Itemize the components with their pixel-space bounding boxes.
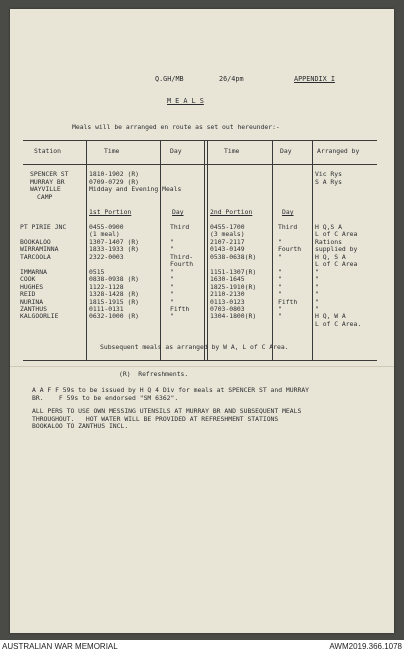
table-top-border bbox=[23, 140, 377, 141]
station-cell: NURINA bbox=[20, 297, 44, 306]
column-header-time: Time bbox=[104, 147, 120, 155]
arranged-by-cell: supplied by bbox=[315, 245, 358, 254]
table-row bbox=[10, 284, 394, 291]
first-day-cell: " bbox=[170, 267, 174, 276]
first-time-cell: 0632-1000 (R) bbox=[89, 312, 140, 321]
second-time-cell: 1151-1307(R) bbox=[210, 267, 257, 276]
second-time-cell: 0143-0149 bbox=[210, 245, 245, 254]
second-time-cell: 1630-1645 bbox=[210, 275, 245, 284]
second-day-cell: " bbox=[278, 282, 282, 291]
first-day-cell: " bbox=[170, 275, 174, 284]
second-time-cell: 0455-1700 bbox=[210, 223, 245, 231]
first-time-cell: 1833-1933 (R) bbox=[89, 245, 140, 254]
document-time: 26/4pm bbox=[219, 75, 244, 83]
refreshments-legend: (R) Refreshments. bbox=[119, 370, 189, 378]
second-day-cell: Third bbox=[278, 223, 298, 231]
second-day-cell: " bbox=[278, 304, 282, 313]
document-title: M E A L S bbox=[167, 97, 204, 105]
second-time-cell: 2107-2117 bbox=[210, 237, 245, 246]
first-day-cell: Third- bbox=[170, 252, 194, 261]
table-header-border bbox=[23, 164, 377, 165]
first-time-cell: (1 meal) bbox=[89, 230, 120, 239]
station-cell: CAMP bbox=[37, 192, 53, 201]
time-cell: 0709-0729 (R) bbox=[89, 177, 140, 186]
arranged-cell: S A Rys bbox=[315, 177, 342, 186]
arranged-by-cell: " bbox=[315, 267, 319, 276]
first-time-cell: 1328-1428 (R) bbox=[89, 290, 140, 299]
first-time-cell: 0515 bbox=[89, 267, 105, 276]
second-time-cell: (3 meals) bbox=[210, 230, 245, 239]
second-portion-label: 2nd Portion bbox=[210, 208, 253, 216]
second-day-cell: Fifth bbox=[278, 297, 298, 306]
station-cell: WIRRAMINNA bbox=[20, 245, 59, 254]
station-cell: SPENCER ST bbox=[30, 170, 69, 178]
note-line: BOOKALOO TO ZANTHUS INCL. bbox=[32, 422, 129, 430]
second-time-cell: 0538-0638(R) bbox=[210, 252, 257, 261]
station-cell: TARCOOLA bbox=[20, 252, 51, 261]
second-portion-day-label: Day bbox=[282, 208, 294, 216]
arranged-cell: Vic Rys bbox=[315, 170, 342, 178]
arranged-by-cell: L of C Area bbox=[315, 260, 358, 269]
first-day-cell: Fifth bbox=[170, 304, 190, 313]
first-time-cell: 2322-0003 bbox=[89, 252, 124, 261]
second-day-cell: " bbox=[278, 237, 282, 246]
arranged-by-cell: L of C Area. bbox=[315, 319, 362, 328]
document-ref: Q.GH/MB bbox=[155, 75, 184, 83]
column-header-day: Day bbox=[170, 147, 182, 155]
note-line: A A F F 59s to be issued by H Q 4 Div for meals at SPENCER ST and MURRAY bbox=[32, 386, 310, 394]
station-cell: REID bbox=[20, 290, 36, 299]
second-time-cell: 1825-1910(R) bbox=[210, 282, 257, 291]
second-time-cell: 0113-0123 bbox=[210, 297, 245, 306]
second-day-cell: " bbox=[278, 252, 282, 261]
station-cell: WAYVILLE bbox=[30, 185, 61, 193]
footer-catalogue-number: AWM2019.366.1078 bbox=[329, 642, 402, 651]
first-day-cell: " bbox=[170, 290, 174, 299]
table-row bbox=[10, 321, 394, 328]
arranged-by-cell: " bbox=[315, 275, 319, 284]
note-line: BR. F 59s to be endorsed "SM 6362". bbox=[32, 393, 179, 402]
table-row bbox=[10, 269, 394, 276]
document-page bbox=[10, 9, 394, 633]
first-time-cell: 0111-0131 bbox=[89, 304, 124, 313]
subsequent-note: Subsequent meals as arranged by W A, L of C Area. bbox=[100, 343, 289, 351]
paper-fold bbox=[10, 366, 394, 367]
arranged-by-cell: " bbox=[315, 290, 319, 299]
first-day-cell: " bbox=[170, 282, 174, 291]
station-cell: BOOKALOO bbox=[20, 237, 51, 246]
table-bottom-border bbox=[23, 360, 377, 361]
column-header-time: Time bbox=[224, 147, 240, 155]
column-header-arranged-by: Arranged by bbox=[317, 147, 360, 155]
first-day-cell: Third bbox=[170, 223, 190, 231]
second-time-cell: 2110-2130 bbox=[210, 290, 245, 299]
time-cell: Midday and Evening Meals bbox=[89, 185, 182, 193]
archive-footer bbox=[0, 640, 404, 653]
first-time-cell: 1815-1915 (R) bbox=[89, 297, 140, 306]
intro-text: Meals will be arranged en route as set out hereunder:- bbox=[72, 123, 280, 131]
table-row bbox=[10, 261, 394, 268]
first-time-cell: 1122-1128 bbox=[89, 282, 124, 291]
arranged-by-cell: " bbox=[315, 297, 319, 306]
second-day-cell: Fourth bbox=[278, 245, 302, 254]
note-line: THROUGHOUT. HOT WATER WILL BE PROVIDED AT REFRESHMENT STATIONS bbox=[32, 414, 279, 423]
first-day-cell: " bbox=[170, 237, 174, 246]
first-day-cell: " bbox=[170, 312, 174, 321]
first-day-cell: " bbox=[170, 245, 174, 254]
table-row bbox=[10, 276, 394, 283]
first-portion-label: 1st Portion bbox=[89, 208, 132, 216]
first-portion-day-label: Day bbox=[172, 208, 184, 216]
station-cell: HUGHES bbox=[20, 282, 44, 291]
first-time-cell: 0838-0938 (R) bbox=[89, 275, 140, 284]
arranged-by-cell: " bbox=[315, 282, 319, 291]
station-cell: MURRAY BR bbox=[30, 177, 65, 186]
note-line: ALL PERS TO USE OWN MESSING UTENSILS AT MURRAY BR AND SUBSEQUENT MEALS bbox=[32, 407, 302, 415]
column-header-station: Station bbox=[34, 147, 61, 155]
time-cell: 1810-1902 (R) bbox=[89, 170, 140, 178]
table-row bbox=[10, 299, 394, 306]
arranged-by-cell: " bbox=[315, 304, 319, 313]
second-time-cell: 1304-1800(R) bbox=[210, 312, 257, 321]
second-time-cell: 0703-0803 bbox=[210, 304, 245, 313]
first-day-cell: " bbox=[170, 297, 174, 306]
table-row bbox=[10, 291, 394, 298]
station-cell: COOK bbox=[20, 275, 36, 284]
station-cell: ZANTHUS bbox=[20, 304, 47, 313]
station-cell: IMMARNA bbox=[20, 267, 47, 276]
arranged-by-cell: H Q, W A bbox=[315, 312, 346, 321]
first-time-cell: 1307-1407 (R) bbox=[89, 237, 140, 246]
second-day-cell: " bbox=[278, 312, 282, 321]
second-day-cell: " bbox=[278, 275, 282, 284]
arranged-by-cell: L of C Area bbox=[315, 230, 358, 239]
first-time-cell: 0455-0900 bbox=[89, 223, 124, 231]
arranged-by-cell: H Q,S A bbox=[315, 223, 342, 231]
second-day-cell: " bbox=[278, 290, 282, 299]
arranged-by-cell: H Q, S A bbox=[315, 252, 346, 261]
arranged-by-cell: Rations bbox=[315, 237, 342, 246]
first-day-cell: Fourth bbox=[170, 260, 194, 269]
station-cell: PT PIRIE JNC bbox=[20, 223, 67, 231]
second-day-cell: " bbox=[278, 267, 282, 276]
footer-institution: AUSTRALIAN WAR MEMORIAL bbox=[2, 642, 118, 651]
column-header-day: Day bbox=[280, 147, 292, 155]
station-cell: KALGOORLIE bbox=[20, 312, 59, 321]
appendix-label: APPENDIX I bbox=[294, 75, 335, 83]
